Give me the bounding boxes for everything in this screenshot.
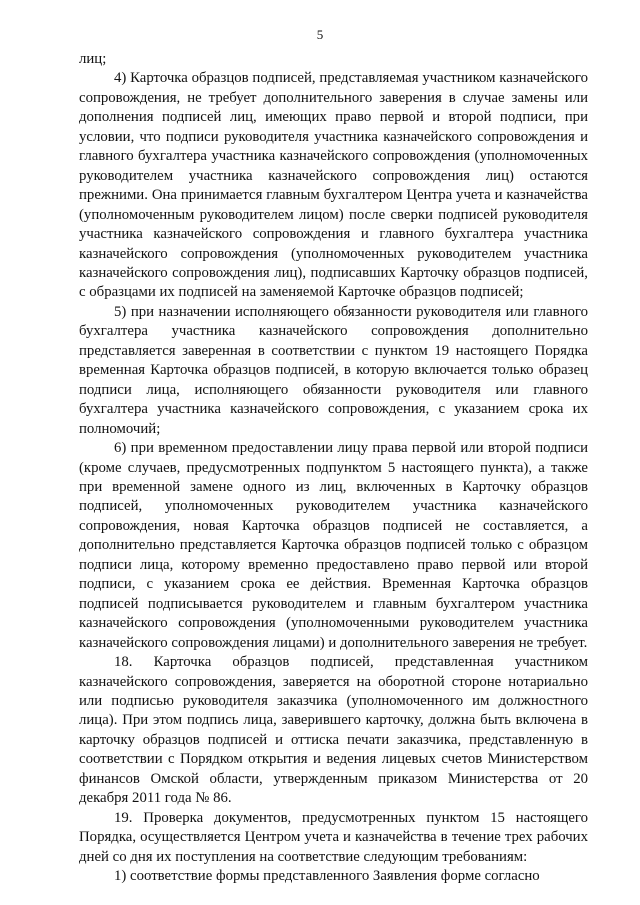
paragraph-clause-19-item-1: 1) соответствие формы представленного Заявления форме согласно <box>114 868 540 885</box>
paragraph-clause-18: 18. Карточка образцов подписей, представленная участником казначейского сопровождения, заверяется на оборотной стороне нотариально или подписью руководителя заказчика (уполномоченного им должностного лица). При этом подпись лица, заверившего карточку, должна быть включена в карточку образцов подписей и оттиска печати заказчика, представленную в соответствии с Порядком открытия и ведения лицевых счетов Министерством финансов Омской области, утвержденным приказом Министерства от 20 декабря 2011 года № 86. <box>79 654 588 807</box>
page-number: 5 <box>316 27 324 42</box>
paragraph-clause-19: 19. Проверка документов, предусмотренных пунктом 15 настоящего Порядка, осуществляется Центром учета и казначейства в течение трех рабочих дней со дня их поступления на соответствие следующим требованиям: <box>79 809 588 865</box>
paragraph-continuation: лиц; <box>79 51 107 67</box>
paragraph-item-5: 5) при назначении исполняющего обязанности руководителя или главного бухгалтера участника казначейского сопровождения дополнительно представляется заверенная в соответствии с пунктом 19 настоящего Порядка временная Карточка образцов подписей, в которую включается только образец подписи лица, исполняющего обязанности руководителя или главного бухгалтера участника казначейского сопровождения, с указанием срока их полномочий; <box>79 303 588 437</box>
paragraph-item-4: 4) Карточка образцов подписей, представляемая участником казначейского сопровождения, не требует дополнительного заверения в случае замены или дополнения подписей лиц, имеющих право первой и второй подписи, при условии, что подписи руководителя участника казначейского сопровождения и главного бухгалтера участника казначейского сопровождения (уполномоченных руководителем участника казначейского сопровождения лиц) остаются прежними. Она принимается главным бухгалтером Центра учета и казначейства (уполномоченным руководителем лицом) после сверки подписей руководителя участника казначейского сопровождения и главного бухгалтера участника казначейского сопровождения (уполномоченных руководителем участника казначейского сопровождения лиц), подписавших Карточку образцов подписей, с образцами их подписей на заменяемой Карточке образцов подписей; <box>79 70 588 301</box>
document-body <box>79 50 588 886</box>
paragraph-item-6: 6) при временном предоставлении лицу права первой или второй подписи (кроме случаев, предусмотренных подпунктом 5 настоящего пункта), а также при временной замене одного из лиц, включенных в Карточку образцов подписей, уполномоченных руководителем участника казначейского сопровождения, новая Карточка образцов подписей не составляется, а дополнительно представляется Карточка образцов подписей только с образцом подписи лица, которому временно предоставлено право первой или второй подписи, с указанием срока ее действия. Временная Карточка образцов подписей подписывается руководителем и главным бухгалтером участника казначейского сопровождения (уполномоченными руководителем участника казначейского сопровождения лицами) и дополнительного заверения не требует. <box>79 440 588 651</box>
